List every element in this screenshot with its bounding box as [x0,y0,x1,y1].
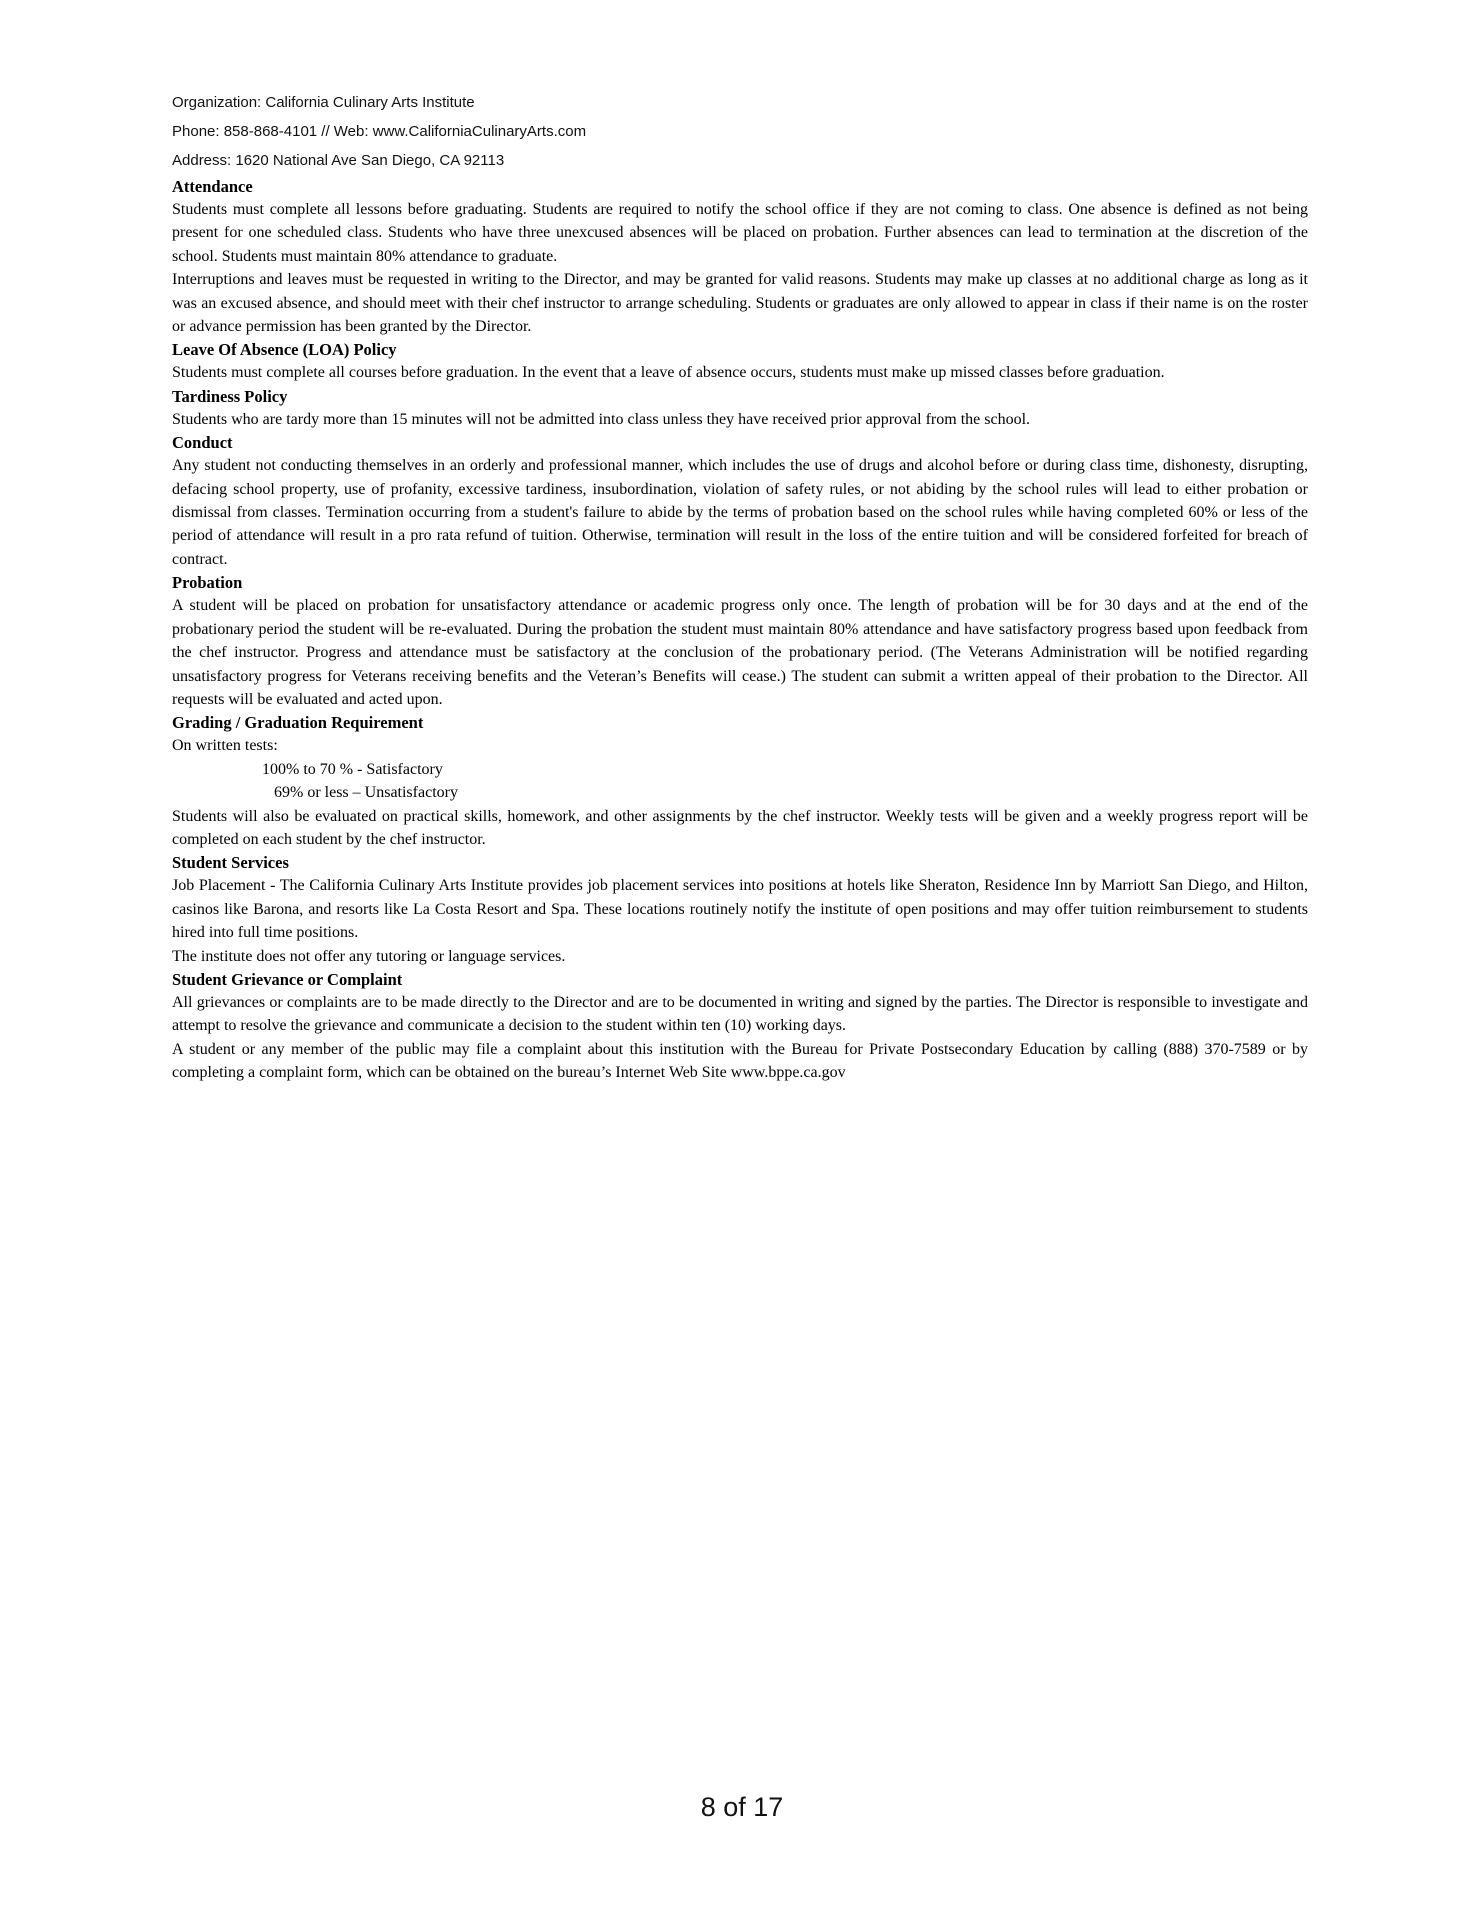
probation-paragraph: A student will be placed on probation for unsatisfactory attendance or academic progress only once. The length of probation will be for 30 days and at the end of the probationary period the student will be re-evaluated. During the probation the student must maintain 80% attendance and have satisfactory progress based upon feedback from the chef instructor. Progress and attendance must be satisfactory at the conclusion of the probationary period. (The Veterans Administration will be notified regarding unsatisfactory progress for Veterans receiving benefits and the Veteran’s Benefits will cease.) The student can submit a written appeal of their probation to the Director. All requests will be evaluated and acted upon. [172,597,1308,708]
attendance-paragraph-1: Students must complete all lessons before graduating. Students are required to notify the school office if they are not coming to class. One absence is defined as not being present for one scheduled class. Students who have three unexcused absences will be placed on probation. Further absences can lead to termination at the discretion of the school. Students must maintain 80% attendance to graduate. [172,201,1308,265]
grade-scale-satisfactory: 100% to 70 % - Satisfactory [262,760,443,778]
grievance-paragraph-1: All grievances or complaints are to be made directly to the Director and are to be documented in writing and signed by the parties. The Director is responsible to investigate and attempt to resolve the grievance and communicate a decision to the student within ten (10) working days. [172,993,1308,1035]
doc-header-phone-web: Phone: 858-868-4101 // Web: www.CaliforniaCulinaryArts.com [172,123,587,140]
section-heading-loa-policy: Leave Of Absence (LOA) Policy [172,340,397,360]
section-heading-grading-graduation: Grading / Graduation Requirement [172,713,424,733]
section-heading-attendance: Attendance [172,177,253,196]
attendance-paragraph-2: Interruptions and leaves must be requested in writing to the Director, and may be granted for valid reasons. Students may make up classes at no additional charge as long as it was an excused absence, and should meet with their chef instructor to arrange scheduling. Students or graduates are only allowed to appear in class if their name is on the roster or advance permission has been granted by the Director. [172,271,1308,336]
tardiness-paragraph: Students who are tardy more than 15 minutes will not be admitted into class unless they have received prior approval from the school. [172,410,1031,428]
section-heading-tardiness-policy: Tardiness Policy [172,386,288,406]
grievance-paragraph-2: A student or any member of the public may file a complaint about this institution with the Bureau for Private Postsecondary Education by calling (888) 370-7589 or by completing a complaint form, which can be obtained on the bureau’s Internet Web Site www.bppe.ca.gov [172,1040,1308,1082]
section-heading-student-services: Student Services [172,853,289,873]
grading-paragraph: Students will also be evaluated on practical skills, homework, and other assignments by the chef instructor. Weekly tests will be given and a weekly progress report will be completed on each student by the chef instructor. [172,807,1308,848]
section-heading-probation: Probation [172,573,243,593]
tutoring-paragraph: The institute does not offer any tutoring or language services. [172,947,566,965]
section-heading-grievance-complaint: Student Grievance or Complaint [172,969,403,989]
conduct-paragraph: Any student not conducting themselves in an orderly and professional manner, which includes the use of drugs and alcohol before or during class time, dishonesty, disrupting, defacing school property, use of profanity, excessive tardiness, insubordination, violation of safety rules, or not abiding by the school rules will lead to either probation or dismissal from classes. Termination occurring from a student's failure to abide by the terms of probation based on the school rules while having completed 60% or less of the period of attendance will result in a pro rata refund of tuition. Otherwise, termination will result in the loss of the entire tuition and will be considered forfeited for breach of contract. [172,457,1308,568]
doc-header-address: Address: 1620 National Ave San Diego, CA 92113 [172,152,505,169]
grade-scale-unsatisfactory: 69% or less – Unsatisfactory [274,784,458,802]
section-heading-conduct: Conduct [172,433,233,453]
loa-paragraph: Students must complete all courses before graduation. In the event that a leave of absence occurs, students must make up missed classes before graduation. [172,364,1165,382]
grading-intro: On written tests: [172,737,278,755]
page-number: 8 of 17 [700,1792,784,1822]
doc-header-organization: Organization: California Culinary Arts Institute [172,94,475,111]
job-placement-paragraph: Job Placement - The California Culinary Arts Institute provides job placement services into positions at hotels like Sheraton, Residence Inn by Marriott San Diego, and Hilton, casinos like Barona, and resorts like La Costa Resort and Spa. These locations routinely notify the institute of open positions and may offer tuition reimbursement to students hired into full time positions. [172,877,1308,942]
doc-header [172,88,1308,175]
